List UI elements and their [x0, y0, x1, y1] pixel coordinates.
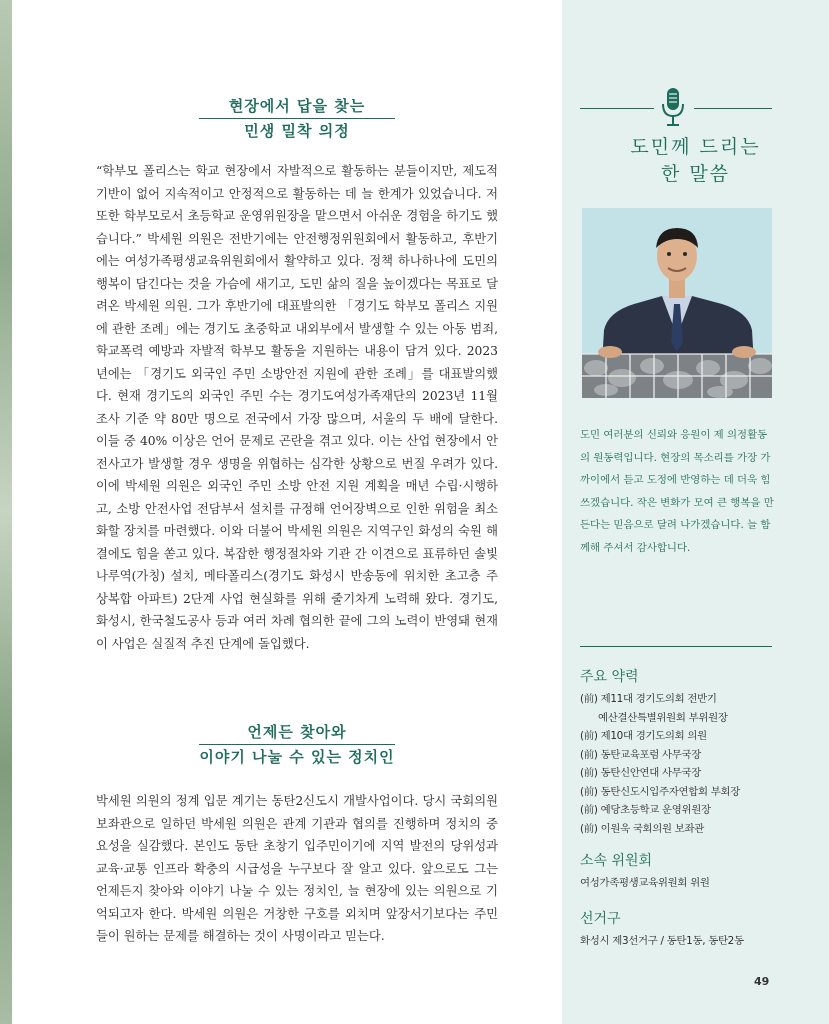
section-1-paragraph: “학부모 폴리스는 학교 현장에서 자발적으로 활동하는 분들이지만, 제도적 기반이 없어 지속적이고 안정적으로 활동하는 데 늘 한계가 있었습니다. 저 또한 학부모로서 초등학교 운영위원장을 맡으면서 아쉬운 경험을 하기도 했습니다.” 박세원 의원은 전반기에는 안전행정위원회에서 활동하고, 후반기에는 여성가족평생교육위원회에서 활약하고 있다. 정책 하나하나에 도민의 행복이 담긴다는 것을 가슴에 새기고, 도민 삶의 질을 높이겠다는 목표로 달려온 박세원 의원. 그가 후반기에 대표발의한 「경기도 학부모 폴리스 지원에 관한 조례」에는 경기도 초중학교 내외부에서 발생할 수 있는 아동 범죄, 학교폭력 예방과 자발적 학부모 활동을 지원하는 내용이 담겨 있다. 2023년에는 「경기도 외국인 주민 소방안전 지원에 관한 조례」를 대표발의했다. 현재 경기도의 외국인 주민 수는 경기도여성가족재단의 2023년 11월 조사 기준 약 80만 명으로 전국에서 가장 많으며, 서울의 두 배에 달한다. 이들 중 40% 이상은 언어 문제로 곤란을 겪고 있다. 이는 산업 현장에서 안전사고가 발생할 경우 생명을 위협하는 심각한 상황으로 번질 우려가 있다. 이에 박세원 의원은 외국인 주민 소방 안전 지원 계획을 매년 수립·시행하고, 소방 안전사업 전담부서 설치를 규정해 언어장벽으로 인한 위험을 최소화할 장치를 마련했다. 이와 더불어 박세원 의원은 지역구인 화성의 숙원 해결에도 힘을 쏟고 있다. 복잡한 행정절차와 기관 간 이견으로 표류하던 솔빛나루역(가칭) 설치, 메타폴리스(경기도 화성시 반송동에 위치한 초고층 주상복합 아파트) 2단계 사업 현실화를 위해 줄기차게 노력해 왔다. 경기도, 화성시, 한국철도공사 등과 여러 차례 협의한 끝에 그의 노력이 반영돼 현재 이 사업은 실질적 추진 단계에 돌입했다. [96, 164, 498, 651]
section-heading-1-line-1: 현장에서 답을 찾는 [228, 97, 366, 115]
career-item: (前) 동탄신도시입주자연합회 부회장 [580, 785, 740, 798]
sidebar-title-line-2: 한 말씀 [660, 163, 731, 185]
decorative-line [694, 108, 772, 109]
section-heading-1 [96, 94, 498, 143]
sidebar-title [562, 134, 829, 188]
microphone-icon [660, 86, 686, 130]
committee-heading: 소속 위원회 [580, 853, 653, 869]
portrait-photo [582, 208, 772, 398]
section-2-paragraph: 박세원 의원의 정계 입문 계기는 동탄2신도시 개발사업이다. 당시 국회의원 보좌관으로 일하던 박세원 의원은 관계 기관과 협의를 진행하며 정치의 중요성을 실감했다. 본인도 동탄 초창기 입주민이기에 지역 발전의 당위성과 교육·교통 인프라 확충의 시급성을 누구보다 잘 알고 있다. 앞으로도 그는 언제든지 찾아와 이야기 나눌 수 있는 정치인, 늘 현장에 있는 의원으로 기억되고자 한다. 박세원 의원은 거창한 구호를 외치며 앞장서기보다는 주민들이 원하는 문제를 해결하는 것이 사명이라고 믿는다. [96, 794, 498, 943]
sidebar-panel [562, 0, 829, 1024]
sidebar-divider [580, 646, 772, 647]
committee-value: 여성가족평생교육위원회 위원 [580, 877, 710, 889]
side-photo-strip [0, 0, 12, 1024]
section-heading-2 [96, 720, 498, 769]
portrait-illustration [582, 208, 772, 398]
career-item: (前) 예당초등학교 운영위원장 [580, 804, 711, 816]
decorative-line [580, 108, 654, 109]
career-item: (前) 제11대 경기도의회 전반기 [580, 693, 717, 705]
section-heading-2-line-1: 언제든 찾아와 [247, 723, 347, 741]
district-heading: 선거구 [580, 911, 621, 927]
career-heading: 주요 약력 [580, 669, 639, 685]
section-heading-2-line-2: 이야기 나눌 수 있는 정치인 [199, 748, 395, 766]
section-heading-1-line-2: 민생 밀착 의정 [244, 122, 350, 140]
sidebar-message: 도민 여러분의 신뢰와 응원이 제 의정활동의 원동력입니다. 현장의 목소리를 가장 가까이에서 듣고 도정에 반영하는 데 더욱 힘쓰겠습니다. 작은 변화가 모여 큰 행복을 만든다는 믿음으로 달려 나가겠습니다. 늘 함께해 주셔서 감사합니다. [580, 429, 774, 554]
career-item: (前) 제10대 경기도의회 의원 [580, 730, 707, 742]
career-list [580, 690, 820, 838]
sidebar-title-line-1: 도민께 드리는 [630, 136, 761, 158]
career-item: 예산결산특별위원회 부위원장 [598, 711, 728, 724]
page-number: 49 [754, 975, 770, 988]
microphone-header [562, 86, 829, 130]
career-item: (前) 동탄교육포럼 사무국장 [580, 748, 701, 761]
career-item: (前) 동탄신안연대 사무국장 [580, 767, 701, 779]
district-value: 화성시 제3선거구 / 동탄1동, 동탄2동 [580, 935, 744, 947]
career-item: (前) 이원욱 국회의원 보좌관 [580, 822, 704, 835]
